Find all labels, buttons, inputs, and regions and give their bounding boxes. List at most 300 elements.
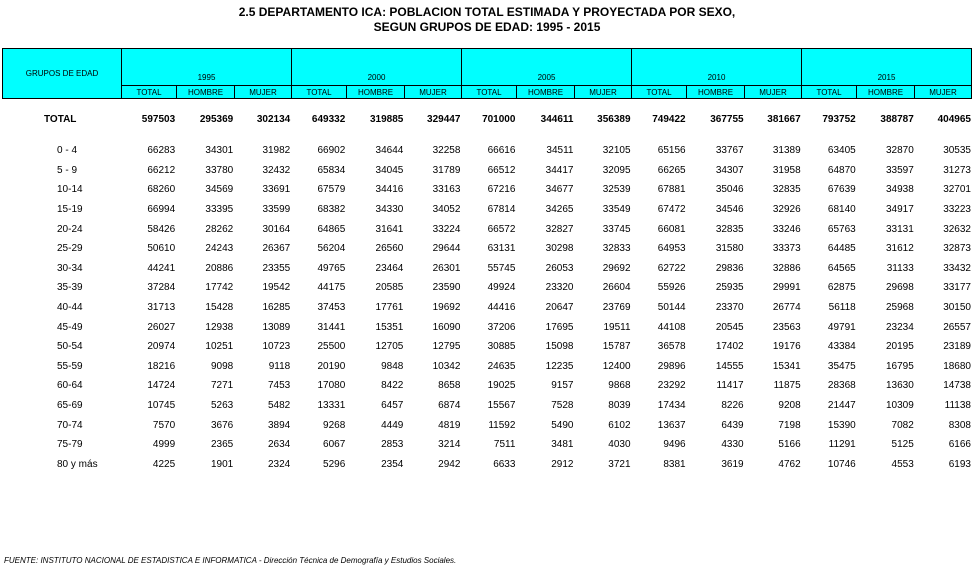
table-cell: 13089 (262, 321, 291, 333)
table-cell: 8039 (608, 400, 631, 412)
table-cell: 2912 (551, 458, 574, 470)
table-cell: 10342 (432, 360, 461, 372)
table-cell: 4999 (152, 439, 176, 451)
table-cell: 8226 (721, 400, 744, 412)
spacer-cell (2, 128, 972, 141)
table-cell: 302134 (256, 113, 291, 125)
table-cell: 12400 (602, 360, 631, 372)
table-cell: 20886 (205, 262, 234, 274)
table-cell: 701000 (482, 113, 516, 125)
table-row (2, 435, 972, 455)
table-cell: 6439 (721, 419, 744, 431)
table-cell: 12795 (432, 341, 461, 353)
table-cell: 24243 (205, 243, 234, 255)
table-cell: 4030 (608, 439, 631, 451)
table-cell: 49924 (487, 282, 516, 294)
table-cell: 6633 (493, 458, 516, 470)
table-cell: 388787 (880, 113, 914, 125)
table-cell: 67579 (317, 184, 346, 196)
table-cell: 3676 (210, 419, 234, 431)
table-cell: 67472 (657, 204, 686, 216)
table-row (2, 376, 972, 396)
table-cell: 31982 (262, 145, 291, 157)
table-row (2, 180, 972, 200)
table-cell: 62722 (657, 262, 686, 274)
table-cell: 65763 (827, 223, 856, 235)
table-cell: 31789 (432, 164, 461, 176)
table-cell: 3619 (721, 458, 744, 470)
table-cell: 64953 (657, 243, 686, 255)
table-cell: 33223 (943, 204, 971, 216)
table-cell: 8422 (381, 380, 404, 392)
table-cell: 19025 (487, 380, 516, 392)
table-row (2, 219, 972, 239)
table-cell: 23355 (262, 262, 291, 274)
table-cell: 68260 (147, 184, 176, 196)
table-cell: 10251 (205, 341, 234, 353)
header-year-2015: 2015 (802, 49, 972, 86)
table-cell: 381667 (767, 113, 801, 125)
table-row (2, 278, 972, 298)
row-label: 50-54 (57, 341, 83, 353)
table-cell: 56204 (317, 243, 346, 255)
table-cell: 34045 (375, 164, 404, 176)
table-cell: 26053 (545, 262, 574, 274)
table-cell: 15787 (602, 341, 631, 353)
table-cell: 63405 (827, 145, 856, 157)
table-cell: 793752 (822, 113, 856, 125)
table-cell: 295369 (199, 113, 234, 125)
table-row (2, 141, 972, 161)
table-cell: 34052 (432, 204, 461, 216)
header-total: TOTAL (462, 86, 517, 99)
table-cell: 749422 (652, 113, 686, 125)
table-cell: 18216 (147, 360, 176, 372)
table-row (2, 161, 972, 181)
row-label: 70-74 (57, 419, 83, 431)
table-cell: 12705 (375, 341, 404, 353)
table-cell: 44108 (657, 321, 686, 333)
row-label: 60-64 (57, 380, 83, 392)
table-cell: 8658 (438, 380, 461, 392)
table-cell: 5125 (891, 439, 914, 451)
table-cell: 23464 (375, 262, 404, 274)
table-cell: 66512 (487, 164, 516, 176)
header-hombre: HOMBRE (857, 86, 915, 99)
table-cell: 19511 (603, 321, 631, 333)
row-label: 15-19 (57, 204, 83, 216)
table-row (2, 317, 972, 337)
table-cell: 19542 (262, 282, 291, 294)
row-label: 25-29 (57, 243, 83, 255)
header-total: TOTAL (802, 86, 857, 99)
table-cell: 32827 (545, 223, 574, 235)
table-cell: 66902 (317, 145, 346, 157)
table-cell: 25935 (715, 282, 744, 294)
table-row (2, 357, 972, 377)
table-cell: 37284 (147, 282, 176, 294)
table-cell: 23769 (602, 302, 631, 314)
table-cell: 9118 (268, 360, 291, 372)
table-cell: 11291 (828, 439, 856, 451)
table-cell: 7570 (152, 419, 176, 431)
table-cell: 34917 (885, 204, 914, 216)
table-cell: 32095 (602, 164, 631, 176)
table-cell: 15341 (772, 360, 801, 372)
table-cell: 16795 (885, 360, 914, 372)
row-label: 5 - 9 (57, 164, 78, 176)
table-cell: 66616 (487, 145, 516, 157)
row-label: TOTAL (44, 113, 77, 125)
table-cell: 33549 (602, 204, 631, 216)
table-cell: 11592 (488, 419, 516, 431)
table-cell: 10723 (262, 341, 291, 353)
table-cell: 33780 (205, 164, 234, 176)
table-cell: 4449 (381, 419, 404, 431)
header-hombre: HOMBRE (347, 86, 405, 99)
table-cell: 33745 (602, 223, 631, 235)
table-cell: 15351 (375, 321, 404, 333)
table-cell: 2354 (381, 458, 404, 470)
table-cell: 31273 (943, 164, 971, 176)
table-row (2, 298, 972, 318)
table-cell: 34301 (205, 145, 234, 157)
header-year-1995: 1995 (122, 49, 292, 86)
table-cell: 32926 (772, 204, 801, 216)
table-cell: 4330 (721, 439, 744, 451)
table-cell: 64865 (317, 223, 346, 235)
table-cell: 6067 (323, 439, 346, 451)
row-label: 20-24 (57, 223, 83, 235)
table-cell: 23234 (885, 321, 914, 333)
table-cell: 66283 (147, 145, 176, 157)
table-cell: 26557 (943, 321, 971, 333)
source-note: FUENTE: INSTITUTO NACIONAL DE ESTADISTICA E INFORMATICA - Dirección Técnica de Demografía y Estudios Sociales. (4, 556, 457, 565)
table-cell: 64565 (827, 262, 856, 274)
table-cell: 37453 (317, 302, 346, 314)
table-cell: 35475 (827, 360, 856, 372)
table-cell: 34416 (375, 184, 404, 196)
row-label: 35-39 (57, 282, 83, 294)
table-cell: 15390 (827, 419, 856, 431)
table-cell: 15567 (487, 400, 516, 412)
header-mujer: MUJER (235, 86, 292, 99)
table-cell: 5296 (323, 458, 346, 470)
table-cell: 19176 (772, 341, 801, 353)
table-header (2, 48, 972, 99)
table-row (2, 200, 972, 220)
table-cell: 23189 (943, 341, 971, 353)
table-cell: 20974 (147, 341, 176, 353)
table-cell: 11417 (716, 380, 744, 392)
table-cell: 2853 (381, 439, 404, 451)
table-cell: 33246 (772, 223, 801, 235)
table-cell: 10745 (147, 400, 176, 412)
table-cell: 2942 (438, 458, 461, 470)
table-cell: 9848 (381, 360, 404, 372)
table-cell: 33767 (715, 145, 744, 157)
table-cell: 9868 (608, 380, 631, 392)
table-cell: 15428 (205, 302, 234, 314)
table-cell: 3481 (551, 439, 574, 451)
table-cell: 4762 (778, 458, 801, 470)
table-cell: 34330 (375, 204, 404, 216)
table-cell: 67881 (657, 184, 686, 196)
table-cell: 6166 (948, 439, 971, 451)
table-cell: 31580 (715, 243, 744, 255)
table-cell: 17742 (205, 282, 234, 294)
table-cell: 11138 (944, 400, 971, 412)
table-cell: 30164 (262, 223, 291, 235)
table-cell: 13630 (885, 380, 914, 392)
table-cell: 29991 (772, 282, 801, 294)
table-cell: 9157 (551, 380, 574, 392)
table-cell: 25500 (317, 341, 346, 353)
header-mujer: MUJER (405, 86, 462, 99)
table-cell: 12235 (545, 360, 574, 372)
table-cell: 29692 (602, 262, 631, 274)
table-cell: 26301 (432, 262, 461, 274)
table-cell: 14738 (943, 380, 971, 392)
table-cell: 63131 (487, 243, 516, 255)
table-cell: 32873 (943, 243, 971, 255)
table-cell: 33691 (262, 184, 291, 196)
table-cell: 64485 (827, 243, 856, 255)
table-cell: 2634 (268, 439, 291, 451)
table-cell: 6457 (381, 400, 404, 412)
table-cell: 64870 (827, 164, 856, 176)
table-cell: 23563 (772, 321, 801, 333)
table-cell: 10746 (827, 458, 856, 470)
table-cell: 66081 (657, 223, 686, 235)
table-cell: 9496 (663, 439, 686, 451)
table-cell: 329447 (427, 113, 461, 125)
table-cell: 33432 (943, 262, 971, 274)
table-cell: 5166 (778, 439, 801, 451)
total-row (2, 110, 972, 128)
table-cell: 65156 (657, 145, 686, 157)
table-cell: 28368 (827, 380, 856, 392)
table-cell: 7082 (891, 419, 914, 431)
table-cell: 7271 (210, 380, 234, 392)
table-row (2, 259, 972, 279)
table-cell: 17080 (317, 380, 346, 392)
table-cell: 67639 (827, 184, 856, 196)
table-cell: 21447 (827, 400, 856, 412)
table-cell: 12938 (205, 321, 234, 333)
table-cell: 32701 (943, 184, 971, 196)
header-total: TOTAL (292, 86, 347, 99)
table-cell: 5482 (268, 400, 291, 412)
table-cell: 66994 (147, 204, 176, 216)
table-cell: 26560 (375, 243, 404, 255)
table-cell: 30535 (943, 145, 971, 157)
table-row (2, 337, 972, 357)
table-cell: 32632 (943, 223, 971, 235)
table-cell: 66265 (657, 164, 686, 176)
table-cell: 55745 (487, 262, 516, 274)
table-cell: 14724 (147, 380, 176, 392)
table-cell: 34644 (375, 145, 404, 157)
table-cell: 31958 (772, 164, 801, 176)
row-label: 80 y más (57, 458, 98, 470)
header-mujer: MUJER (745, 86, 802, 99)
table-cell: 34569 (205, 184, 234, 196)
table-cell: 66212 (147, 164, 176, 176)
table-cell: 26604 (602, 282, 631, 294)
table-title-line2: SEGUN GRUPOS DE EDAD: 1995 - 2015 (373, 20, 601, 34)
table-cell: 1901 (210, 458, 234, 470)
table-cell: 19692 (432, 302, 461, 314)
table-cell: 7511 (493, 439, 516, 451)
table-cell: 5263 (210, 400, 234, 412)
table-cell: 49791 (827, 321, 856, 333)
table-cell: 4225 (152, 458, 176, 470)
table-cell: 17695 (545, 321, 574, 333)
table-cell: 32258 (432, 145, 461, 157)
table-cell: 62875 (827, 282, 856, 294)
table-cell: 49765 (317, 262, 346, 274)
table-cell: 50610 (147, 243, 176, 255)
table-cell: 20647 (545, 302, 574, 314)
table-cell: 29896 (657, 360, 686, 372)
table-cell: 34265 (545, 204, 574, 216)
table-cell: 16090 (432, 321, 461, 333)
table-cell: 33177 (943, 282, 971, 294)
header-hombre: HOMBRE (177, 86, 235, 99)
table-cell: 37206 (487, 321, 516, 333)
table-cell: 29698 (885, 282, 914, 294)
table-cell: 3214 (438, 439, 461, 451)
row-label: 40-44 (57, 302, 83, 314)
row-label: 10-14 (57, 184, 83, 196)
table-cell: 33224 (432, 223, 461, 235)
table-cell: 2365 (210, 439, 234, 451)
table-cell: 34677 (545, 184, 574, 196)
table-cell: 34938 (885, 184, 914, 196)
row-label: 65-69 (57, 400, 83, 412)
table-row (2, 396, 972, 416)
table-cell: 404965 (937, 113, 971, 125)
table-row (2, 415, 972, 435)
table-cell: 33395 (205, 204, 234, 216)
table-cell: 35046 (715, 184, 744, 196)
table-cell: 18680 (943, 360, 971, 372)
table-cell: 6874 (438, 400, 461, 412)
table-cell: 25968 (885, 302, 914, 314)
table-cell: 356389 (597, 113, 631, 125)
table-cell: 32835 (715, 223, 744, 235)
table-cell: 34417 (545, 164, 574, 176)
table-cell: 9208 (778, 400, 801, 412)
table-cell: 16285 (262, 302, 291, 314)
table-cell: 29644 (432, 243, 461, 255)
row-label: 55-59 (57, 360, 83, 372)
table-cell: 44175 (317, 282, 346, 294)
header-grupos-de-edad: GRUPOS DE EDAD (3, 49, 122, 99)
table-cell: 32432 (262, 164, 291, 176)
table-cell: 7528 (551, 400, 574, 412)
table-cell: 32870 (885, 145, 914, 157)
table-cell: 32886 (772, 262, 801, 274)
table-cell: 6102 (608, 419, 631, 431)
table-cell: 597503 (141, 113, 176, 125)
table-cell: 29836 (715, 262, 744, 274)
table-row (2, 455, 972, 475)
table-cell: 68382 (317, 204, 346, 216)
table-cell: 7453 (268, 380, 291, 392)
table-cell: 23292 (657, 380, 686, 392)
row-label: 75-79 (57, 439, 83, 451)
row-label: 45-49 (57, 321, 83, 333)
header-hombre: HOMBRE (517, 86, 575, 99)
table-cell: 33131 (885, 223, 914, 235)
spacer-row (2, 128, 972, 141)
table-cell: 34546 (715, 204, 744, 216)
table-cell: 4819 (438, 419, 461, 431)
table-cell: 55926 (657, 282, 686, 294)
table-cell: 58426 (147, 223, 176, 235)
table-cell: 14555 (715, 360, 744, 372)
table-cell: 31441 (317, 321, 346, 333)
table-cell: 15098 (545, 341, 574, 353)
table-cell: 9268 (323, 419, 346, 431)
table-cell: 31713 (147, 302, 176, 314)
header-total: TOTAL (632, 86, 687, 99)
table-cell: 24635 (487, 360, 516, 372)
table-cell: 23590 (432, 282, 461, 294)
table-cell: 26367 (262, 243, 291, 255)
table-cell: 13637 (657, 419, 686, 431)
table-cell: 9098 (210, 360, 234, 372)
table-cell: 2324 (268, 458, 291, 470)
table-cell: 10309 (885, 400, 914, 412)
table-cell: 20585 (375, 282, 404, 294)
table-cell: 30298 (545, 243, 574, 255)
table-cell: 44416 (487, 302, 516, 314)
row-label: 0 - 4 (57, 145, 78, 157)
table-cell: 34511 (546, 145, 574, 157)
table-cell: 44241 (147, 262, 176, 274)
table-cell: 31133 (886, 262, 914, 274)
header-year-2010: 2010 (632, 49, 802, 86)
table-cell: 3894 (268, 419, 291, 431)
header-hombre: HOMBRE (687, 86, 745, 99)
table-cell: 20195 (885, 341, 914, 353)
table-cell: 13331 (317, 400, 346, 412)
table-row (2, 239, 972, 259)
table-cell: 8381 (663, 458, 686, 470)
table-cell: 367755 (710, 113, 744, 125)
table-cell: 319885 (369, 113, 404, 125)
table-cell: 11875 (773, 380, 801, 392)
table-cell: 20190 (317, 360, 346, 372)
table-cell: 32833 (602, 243, 631, 255)
table-cell: 34307 (715, 164, 744, 176)
table-cell: 33163 (432, 184, 461, 196)
table-cell: 66572 (487, 223, 516, 235)
table-cell: 65834 (317, 164, 346, 176)
table-cell: 28262 (205, 223, 234, 235)
table-cell: 17402 (715, 341, 744, 353)
table-cell: 43384 (827, 341, 856, 353)
table-cell: 32105 (602, 145, 631, 157)
table-cell: 36578 (657, 341, 686, 353)
table-cell: 30150 (943, 302, 971, 314)
table-cell: 50144 (657, 302, 686, 314)
table-cell: 33373 (772, 243, 801, 255)
table-cell: 31389 (772, 145, 801, 157)
